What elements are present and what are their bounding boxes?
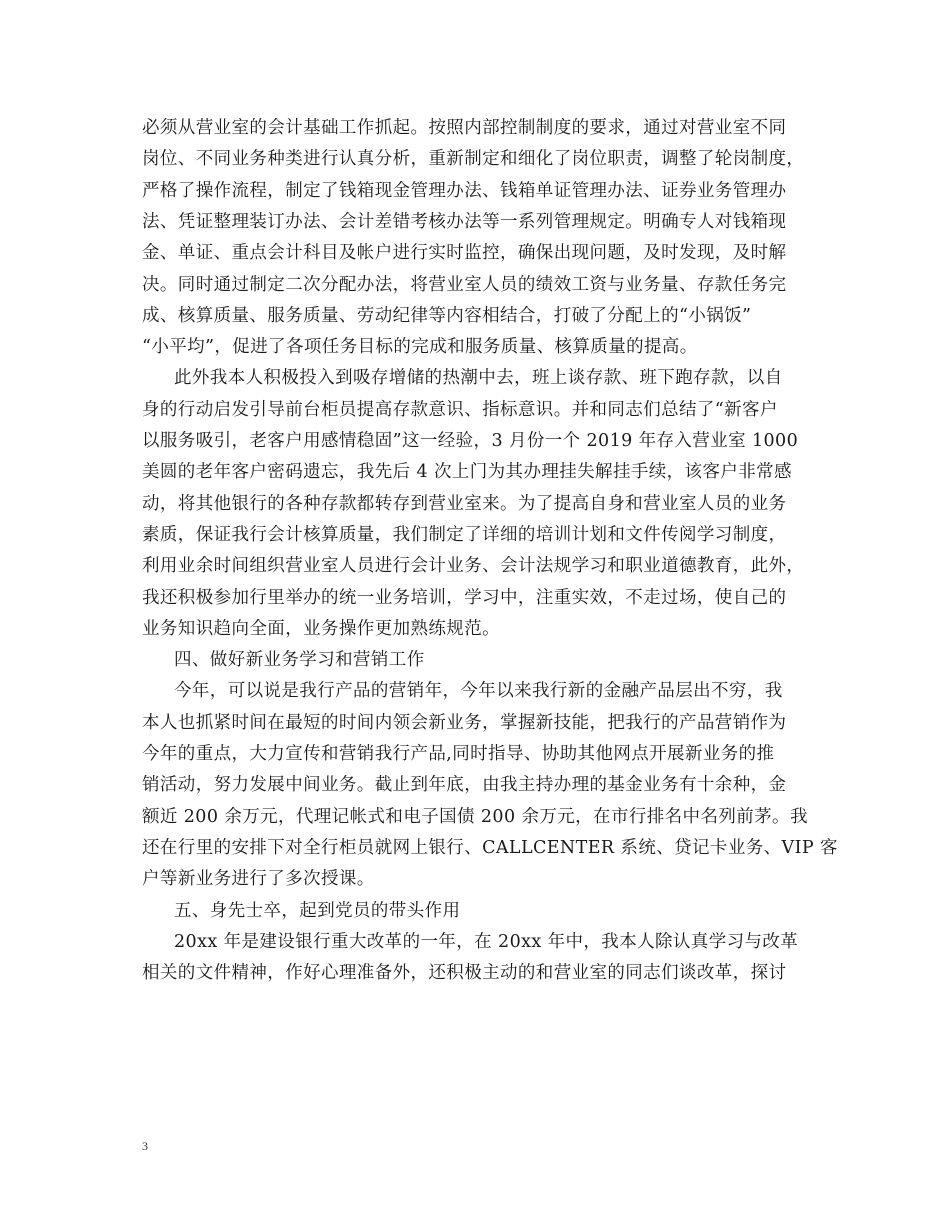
text-line: 决。同时通过制定二次分配办法，将营业室人员的绩效工资与业务量、存款任务完 — [142, 274, 787, 295]
text-line: 岗位、不同业务种类进行认真分析，重新制定和细化了岗位职责，调整了轮岗制度， — [142, 149, 805, 170]
text-line: 销活动，努力发展中间业务。截止到年底，由我主持办理的基金业务有十余种，金 — [142, 775, 787, 796]
text-line: 法、凭证整理装订办法、会计差错考核办法等一系列管理规定。明确专人对钱箱现 — [142, 211, 787, 232]
text-line: 此外我本人积极投入到吸存增储的热潮中去，班上谈存款、班下跑存款，以自 — [174, 368, 783, 389]
text-line: 我还积极参加行里举办的统一业务培训，学习中，注重实效，不走过场，使自己的 — [142, 587, 787, 608]
text-line: 美圆的老年客户密码遗忘，我先后 4 次上门为其办理挂失解挂手续，该客户非常感 — [142, 462, 792, 483]
text-line: 利用业余时间组织营业室人员进行会计业务、会计法规学习和职业道德教育，此外， — [142, 556, 805, 577]
text-line: 素质，保证我行会计核算质量，我们制定了详细的培训计划和文件传阅学习制度， — [142, 524, 787, 545]
text-line: 四、做好新业务学习和营销工作 — [174, 650, 425, 671]
text-line: “小平均”，促进了各项任务目标的完成和服务质量、核算质量的提高。 — [142, 337, 698, 358]
text-line: 额近 200 余万元，代理记帐式和电子国债 200 余万元，在市行排名中名列前茅。我 — [142, 806, 808, 827]
text-line: 今年的重点，大力宣传和营销我行产品,同时指导、协助其他网点开展新业务的推 — [142, 744, 775, 764]
text-line: 身的行动启发引导前台柜员提高存款意识、指标意识。并和同志们总结了“新客户 — [142, 399, 778, 420]
text-line: 20xx 年是建设银行重大改革的一年，在 20xx 年中，我本人除认真学习与改革 — [174, 931, 799, 952]
text-line: 成、核算质量、服务质量、劳动纪律等内容相结合，打破了分配上的“小锅饭” — [142, 305, 752, 326]
text-line: 户等新业务进行了多次授课。 — [142, 869, 375, 890]
text-line: 动，将其他银行的各种存款都转存到营业室来。为了提高自身和营业室人员的业务 — [142, 493, 787, 514]
text-line: 金、单证、重点会计科目及帐户进行实时监控，确保出现问题，及时发现，及时解 — [142, 243, 787, 264]
text-line: 业务知识趋向全面，业务操作更加熟练规范。 — [142, 618, 500, 639]
text-line: 以服务吸引，老客户用感情稳固”这一经验，3 月份一个 2019 年存入营业室 1000 — [142, 431, 799, 451]
text-line: 本人也抓紧时间在最短的时间内领会新业务，掌握新技能，把我行的产品营销作为 — [142, 712, 787, 733]
page-number: 3 — [142, 1139, 148, 1153]
text-line: 相关的文件精神，作好心理准备外，还积极主动的和营业室的同志们谈改革，探讨 — [142, 963, 787, 984]
text-line: 今年，可以说是我行产品的营销年，今年以来我行新的金融产品层出不穷，我 — [174, 681, 783, 702]
text-line: 必须从营业室的会计基础工作抓起。按照内部控制制度的要求，通过对营业室不同 — [142, 118, 787, 138]
text-line: 严格了操作流程，制定了钱箱现金管理办法、钱箱单证管理办法、证券业务管理办 — [142, 180, 787, 201]
text-line: 还在行里的安排下对全行柜员就网上银行、CALLCENTER 系统、贷记卡业务、VIP 客 — [142, 837, 838, 858]
text-line: 五、身先士卒，起到党员的带头作用 — [174, 900, 461, 921]
